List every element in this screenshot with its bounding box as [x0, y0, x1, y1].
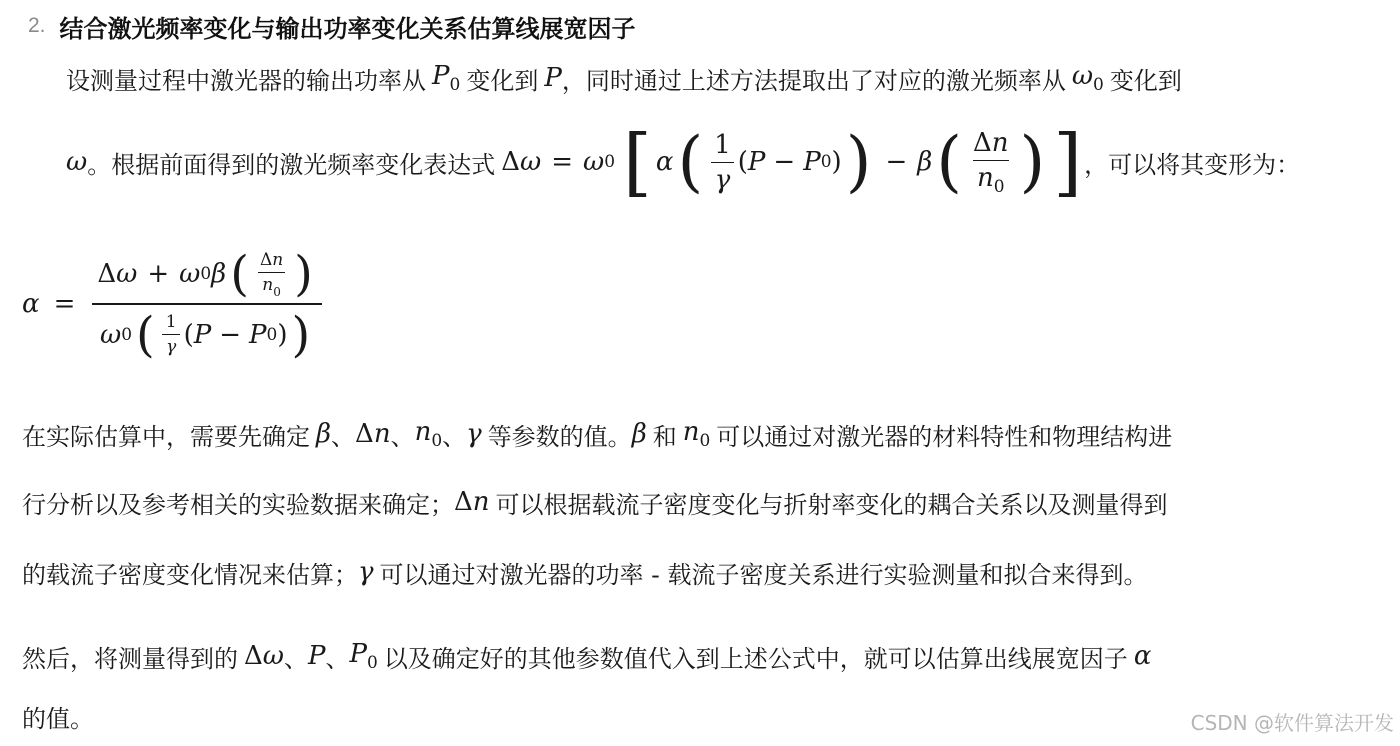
para2-text: 可以根据载流子密度变化与折射率变化的耦合关系以及测量得到	[495, 490, 1168, 519]
math-delta-omega: Δω	[244, 641, 284, 671]
math-n0: $n_0$	[682, 417, 711, 451]
para3-text: 、	[325, 644, 350, 673]
math-gamma: γ	[466, 419, 482, 449]
paragraph-1-line-1	[66, 58, 1182, 98]
para1-text: ，同时通过上述方法提取出了对应的激光频率从	[561, 66, 1066, 95]
para1-text: 变化到	[466, 66, 539, 95]
paragraph-2-line-2	[22, 480, 1168, 524]
para2-text: 、	[442, 422, 467, 451]
math-beta: β	[631, 419, 647, 449]
para2-text: 等参数的值。	[487, 422, 632, 451]
paragraph-2-line-3	[22, 550, 1147, 594]
para2-text: 、	[390, 422, 415, 451]
para1-text: ，可以将其变形为：	[1084, 150, 1301, 179]
math-omega0: $\omega_0$	[1071, 61, 1104, 95]
para3-text: 以及确定好的其他参数值代入到上述公式中，就可以估算出线展宽因子	[383, 644, 1128, 673]
paragraph-2-line-1	[22, 412, 1172, 456]
para1-text: 变化到	[1109, 66, 1182, 95]
paragraph-1-line-2	[66, 116, 1300, 208]
paragraph-3-line-1	[22, 634, 1151, 678]
watermark: CSDN @软件算法开发	[1190, 711, 1394, 735]
para2-text: 行分析以及参考相关的实验数据来确定；	[22, 490, 454, 519]
math-n0: $n_0$	[414, 417, 443, 451]
list-number: 2.	[28, 14, 46, 37]
para3-text: 然后，将测量得到的	[22, 644, 238, 673]
paragraph-3-line-2	[22, 694, 94, 738]
section-title: 结合激光频率变化与输出功率变化关系估算线展宽因子	[59, 14, 636, 43]
section-heading	[28, 8, 636, 44]
math-P: P	[307, 641, 326, 671]
math-beta: β	[316, 419, 332, 449]
math-delta-n: Δn	[355, 419, 391, 449]
para3-text: 的值。	[22, 704, 94, 733]
math-P: P	[544, 63, 562, 93]
para2-text: 可以通过对激光器的材料特性和物理结构进	[716, 422, 1173, 451]
para2-text: 和	[652, 422, 677, 451]
math-gamma: γ	[358, 557, 374, 587]
inline-formula-delta-omega: Δ ω = ω 0 [ α ( $\frac{1}{\gamma}$ ( P − P 0 ) ) − β ( $\frac{\Delta n}{n_0}$ ) ]	[501, 119, 1083, 205]
math-delta-n: Δn	[454, 487, 490, 517]
math-P0: $P_0$	[432, 61, 461, 95]
math-omega: ω	[66, 147, 88, 177]
display-formula-alpha: α = Δ ω + ω 0 β ( $\frac{\Delta n}{n0}$ ) ω 0 ( $\frac{1}{\gamma}$ ( P − P 0 ) )	[22, 236, 325, 372]
para1-text: 。根据前面得到的激光频率变化表达式	[87, 150, 496, 179]
math-alpha: α	[1133, 641, 1152, 671]
para3-text: 、	[283, 644, 308, 673]
para2-text: 、	[331, 422, 356, 451]
para2-text: 可以通过对激光器的功率 - 载流子密度关系进行实验测量和拟合来得到。	[379, 560, 1148, 589]
para2-text: 的载流子密度变化情况来估算；	[22, 560, 358, 589]
math-P0: $P_0$	[349, 639, 378, 673]
para1-text: 设测量过程中激光器的输出功率从	[66, 66, 426, 95]
para2-text: 在实际估算中，需要先确定	[22, 422, 310, 451]
